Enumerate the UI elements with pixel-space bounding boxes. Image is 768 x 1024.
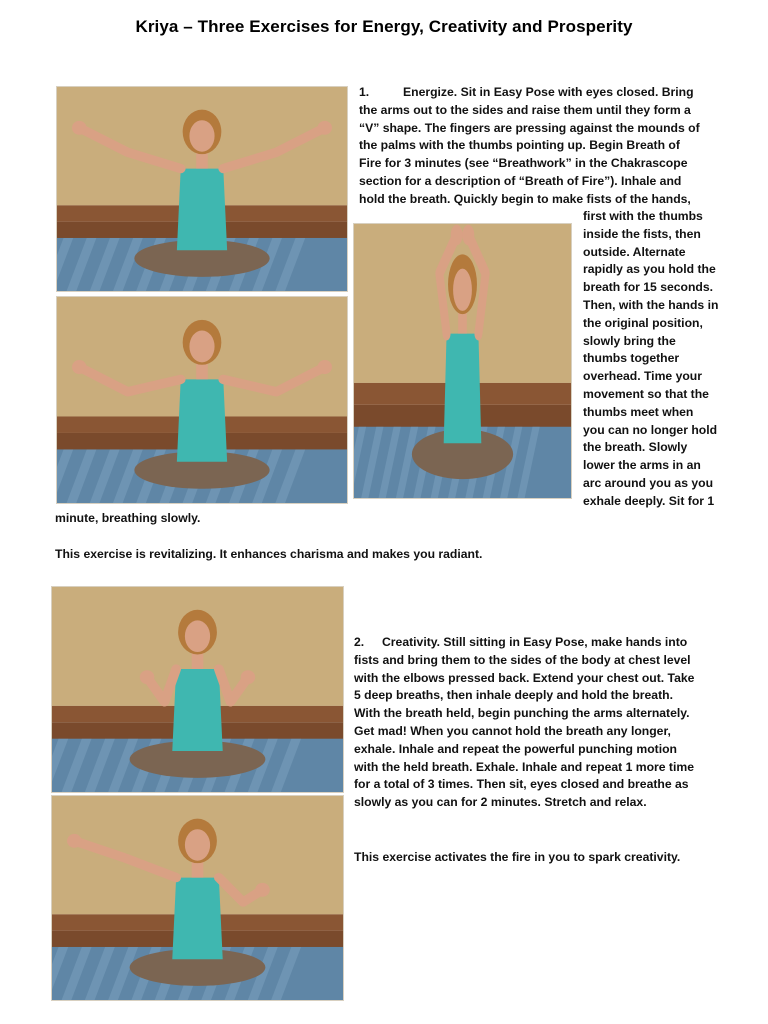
exercise2-line: With the breath held, begin punching the arms alternately. xyxy=(354,706,690,721)
exercise1-number: 1. xyxy=(359,85,370,99)
exercise2-number: 2. xyxy=(354,635,365,649)
photo-thumbs-overhead xyxy=(353,223,572,499)
exercise2-line: with the elbows pressed back. Extend your chest out. Take xyxy=(354,670,695,685)
photo-scene xyxy=(52,796,343,1000)
exercise2-line: for a total of 3 times. Then sit, eyes closed and breathe as xyxy=(354,777,689,792)
exercise1-narrow-line: Then, with the hands in xyxy=(583,297,719,312)
exercise1-narrow-line: movement so that the xyxy=(583,386,709,401)
exercise2-line: fists and bring them to the sides of the body at chest level xyxy=(354,652,691,667)
exercise1-narrow-line: you can no longer hold xyxy=(583,422,718,437)
exercise1-lead-line: hold the breath. Quickly begin to make fists of the hands, xyxy=(359,191,691,206)
exercise1-narrow-line: rapidly as you hold the xyxy=(583,262,716,277)
exercise1-narrow-line: lower the arms in an xyxy=(583,458,701,473)
exercise1-lead-line: the palms with the thumbs pointing up. Begin Breath of xyxy=(359,138,680,153)
exercise1-narrow-line: arc around you as you xyxy=(583,475,714,490)
exercise2-line: 5 deep breaths, then inhale deeply and hold the breath. xyxy=(354,688,673,703)
exercise1-lead-line: section for a description of “Breath of Fire”). Inhale and xyxy=(359,173,682,188)
exercise1-narrow-line: breath for 15 seconds. xyxy=(583,280,714,295)
exercise2-line: exhale. Inhale and repeat the powerful punching motion xyxy=(354,741,678,756)
exercise2-line: slowly as you can for 2 minutes. Stretch and relax. xyxy=(354,795,647,810)
exercise1-narrow-line: overhead. Time your xyxy=(583,369,702,384)
exercise1-lead-line: “V” shape. The fingers are pressing against the mounds of xyxy=(359,120,700,135)
exercise2-line-1: 2. Creativity. Still sitting in Easy Pose, make hands into xyxy=(354,634,744,652)
exercise1-narrow-column xyxy=(583,208,743,511)
exercise2-summary: This exercise activates the fire in you to spark creativity. xyxy=(354,850,681,864)
photo-scene xyxy=(57,297,347,503)
photo-arms-v-pose xyxy=(56,86,348,292)
exercise1-lead-line-1: 1. Energize. Sit in Easy Pose with eyes closed. Bring xyxy=(359,84,734,102)
photo-scene xyxy=(52,587,343,792)
page-title: Kriya – Three Exercises for Energy, Creativity and Prosperity xyxy=(135,17,633,36)
exercise1-tail-line: minute, breathing slowly. xyxy=(55,511,201,525)
photo-punch xyxy=(51,795,344,1001)
exercise1-narrow-line: thumbs meet when xyxy=(583,404,694,419)
photo-scene xyxy=(57,87,347,291)
exercise2-line: Get mad! When you cannot hold the breath any longer, xyxy=(354,723,671,738)
exercise1-narrow-line: slowly bring the xyxy=(583,333,676,348)
exercise1-lead-line: Fire for 3 minutes (see “Breathwork” in the Chakrascope xyxy=(359,156,688,171)
exercise1-lead-line: the arms out to the sides and raise them until they form a xyxy=(359,102,691,117)
exercise1-narrow-line: the original position, xyxy=(583,315,703,330)
photo-arms-v-pose-2 xyxy=(56,296,348,504)
exercise2-line: with the held breath. Exhale. Inhale and repeat 1 more time xyxy=(354,759,694,774)
exercise1-summary: This exercise is revitalizing. It enhances charisma and makes you radiant. xyxy=(55,547,483,561)
photo-scene xyxy=(354,224,571,498)
exercise1-narrow-line: thumbs together xyxy=(583,351,680,366)
photo-fists-chest xyxy=(51,586,344,793)
exercise1-narrow-line: exhale deeply. Sit for 1 xyxy=(583,493,715,508)
exercise1-narrow-line: first with the thumbs xyxy=(583,209,703,223)
exercise1-narrow-line: the breath. Slowly xyxy=(583,440,688,455)
exercise1-lead xyxy=(359,84,734,209)
exercise1-narrow-line: outside. Alternate xyxy=(583,244,686,259)
exercise1-narrow-line: inside the fists, then xyxy=(583,226,701,241)
exercise2-body xyxy=(354,634,744,812)
